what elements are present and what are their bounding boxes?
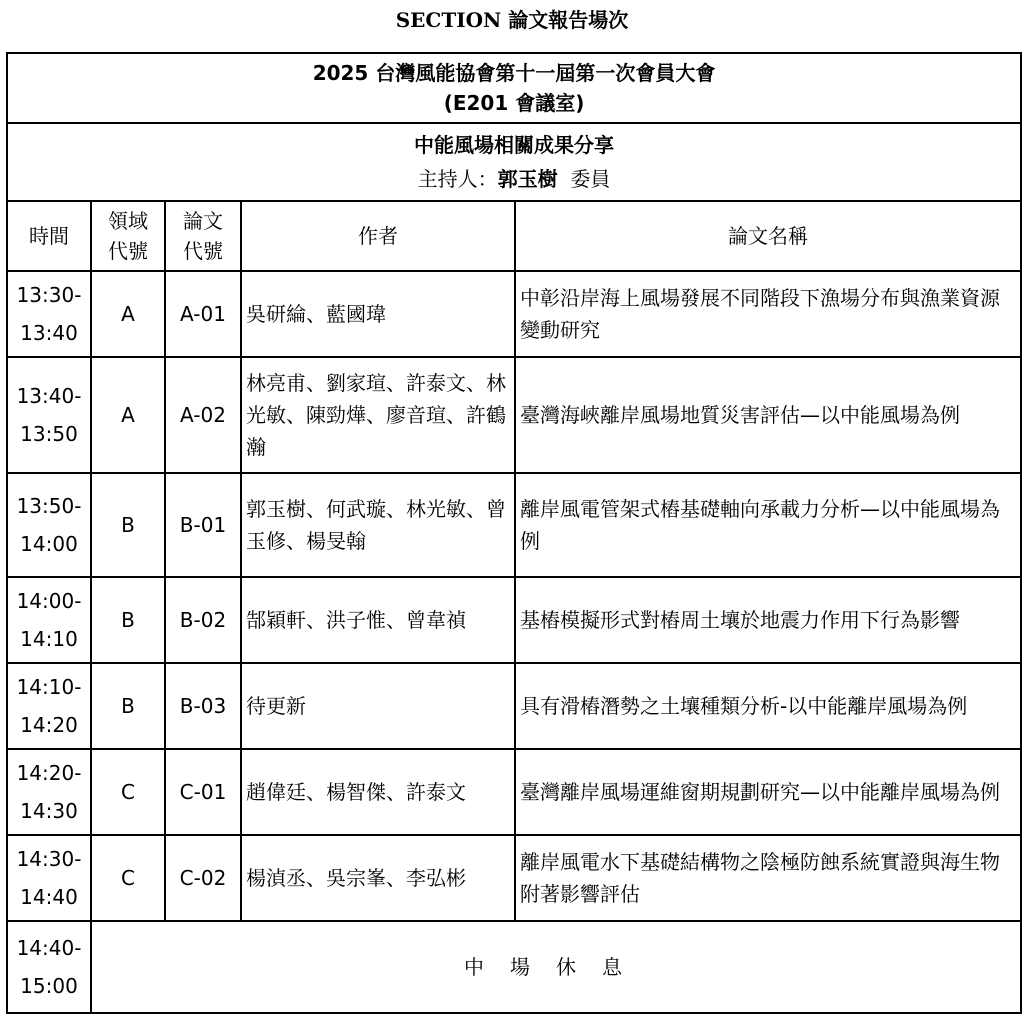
time-cell	[7, 577, 91, 663]
code-cell: B-03	[165, 663, 241, 749]
break-label: 中場休息	[91, 921, 1021, 1013]
table-row	[7, 577, 1021, 663]
table-row	[7, 357, 1021, 473]
time-start: 14:30-	[16, 847, 82, 871]
time-cell	[7, 663, 91, 749]
time-cell	[7, 271, 91, 357]
col-header-domain-line1: 領域	[108, 209, 148, 233]
time-cell	[7, 357, 91, 473]
time-start: 13:40-	[16, 384, 82, 408]
conference-title: 2025 台灣風能協會第十一屆第一次會員大會	[312, 61, 716, 85]
domain-cell: B	[91, 663, 165, 749]
moderator-label: 主持人：	[417, 167, 498, 191]
paper-title-cell: 中彰沿岸海上風場發展不同階段下漁場分布與漁業資源變動研究	[515, 271, 1021, 357]
col-header-domain	[91, 201, 165, 271]
session-title: 中能風場相關成果分享	[414, 133, 615, 157]
code-cell: C-01	[165, 749, 241, 835]
table-row	[7, 835, 1021, 921]
col-header-paper-line1: 論文	[183, 209, 223, 233]
domain-cell: A	[91, 357, 165, 473]
code-cell: A-01	[165, 271, 241, 357]
time-end: 14:40	[20, 885, 78, 909]
moderator-role: 委員	[570, 167, 611, 191]
time-start: 14:00-	[16, 589, 82, 613]
authors-cell: 楊湞丞、吳宗峯、李弘彬	[241, 835, 515, 921]
domain-cell: C	[91, 749, 165, 835]
time-cell	[7, 921, 91, 1013]
time-cell	[7, 473, 91, 577]
time-end: 13:40	[20, 321, 78, 345]
authors-cell: 郭玉樹、何武璇、林光敏、曾玉修、楊旻翰	[241, 473, 515, 577]
code-cell: C-02	[165, 835, 241, 921]
table-row	[7, 749, 1021, 835]
authors-cell: 趙偉廷、楊智傑、許泰文	[241, 749, 515, 835]
col-header-author: 作者	[241, 201, 515, 271]
table-row	[7, 663, 1021, 749]
time-cell	[7, 835, 91, 921]
paper-title-cell: 基樁模擬形式對樁周土壤於地震力作用下行為影響	[515, 577, 1021, 663]
conference-header	[7, 53, 1021, 123]
domain-cell: C	[91, 835, 165, 921]
table-row	[7, 271, 1021, 357]
paper-title-cell: 離岸風電水下基礎結構物之陰極防蝕系統實證與海生物附著影響評估	[515, 835, 1021, 921]
code-cell: B-01	[165, 473, 241, 577]
authors-cell: 林亮甫、劉家瑄、許泰文、林光敏、陳勁燁、廖音瑄、許鶴瀚	[241, 357, 515, 473]
time-cell	[7, 749, 91, 835]
col-header-time: 時間	[7, 201, 91, 271]
col-header-domain-line2: 代號	[108, 239, 148, 263]
conference-room: (E201 會議室)	[443, 91, 585, 115]
authors-cell: 待更新	[241, 663, 515, 749]
paper-title-cell: 臺灣海峽離岸風場地質災害評估—以中能風場為例	[515, 357, 1021, 473]
col-header-paper-code	[165, 201, 241, 271]
schedule-table	[6, 52, 1022, 1014]
moderator-name: 郭玉樹	[497, 167, 558, 191]
time-start: 13:30-	[16, 283, 82, 307]
time-end: 15:00	[20, 974, 78, 998]
time-end: 14:10	[20, 627, 78, 651]
time-start: 13:50-	[16, 494, 82, 518]
col-header-title: 論文名稱	[515, 201, 1021, 271]
table-row	[7, 473, 1021, 577]
time-end: 14:00	[20, 532, 78, 556]
code-cell: A-02	[165, 357, 241, 473]
authors-cell: 郜穎軒、洪子惟、曾韋禎	[241, 577, 515, 663]
session-header	[7, 123, 1021, 201]
domain-cell: B	[91, 473, 165, 577]
code-cell: B-02	[165, 577, 241, 663]
time-end: 14:30	[20, 799, 78, 823]
authors-cell: 吳研綸、藍國瑋	[241, 271, 515, 357]
paper-title-cell: 臺灣離岸風場運維窗期規劃研究—以中能離岸風場為例	[515, 749, 1021, 835]
domain-cell: A	[91, 271, 165, 357]
time-start: 14:40-	[16, 936, 82, 960]
column-headers	[7, 201, 1021, 271]
time-end: 14:20	[20, 713, 78, 737]
paper-title-cell: 離岸風電管架式樁基礎軸向承載力分析—以中能風場為例	[515, 473, 1021, 577]
time-end: 13:50	[20, 422, 78, 446]
time-start: 14:20-	[16, 761, 82, 785]
paper-title-cell: 具有滑樁潛勢之土壤種類分析-以中能離岸風場為例	[515, 663, 1021, 749]
section-heading: SECTION 論文報告場次	[395, 8, 629, 32]
break-row	[7, 921, 1021, 1013]
col-header-paper-line2: 代號	[183, 239, 223, 263]
time-start: 14:10-	[16, 675, 82, 699]
domain-cell: B	[91, 577, 165, 663]
moderator-line	[8, 162, 1020, 196]
